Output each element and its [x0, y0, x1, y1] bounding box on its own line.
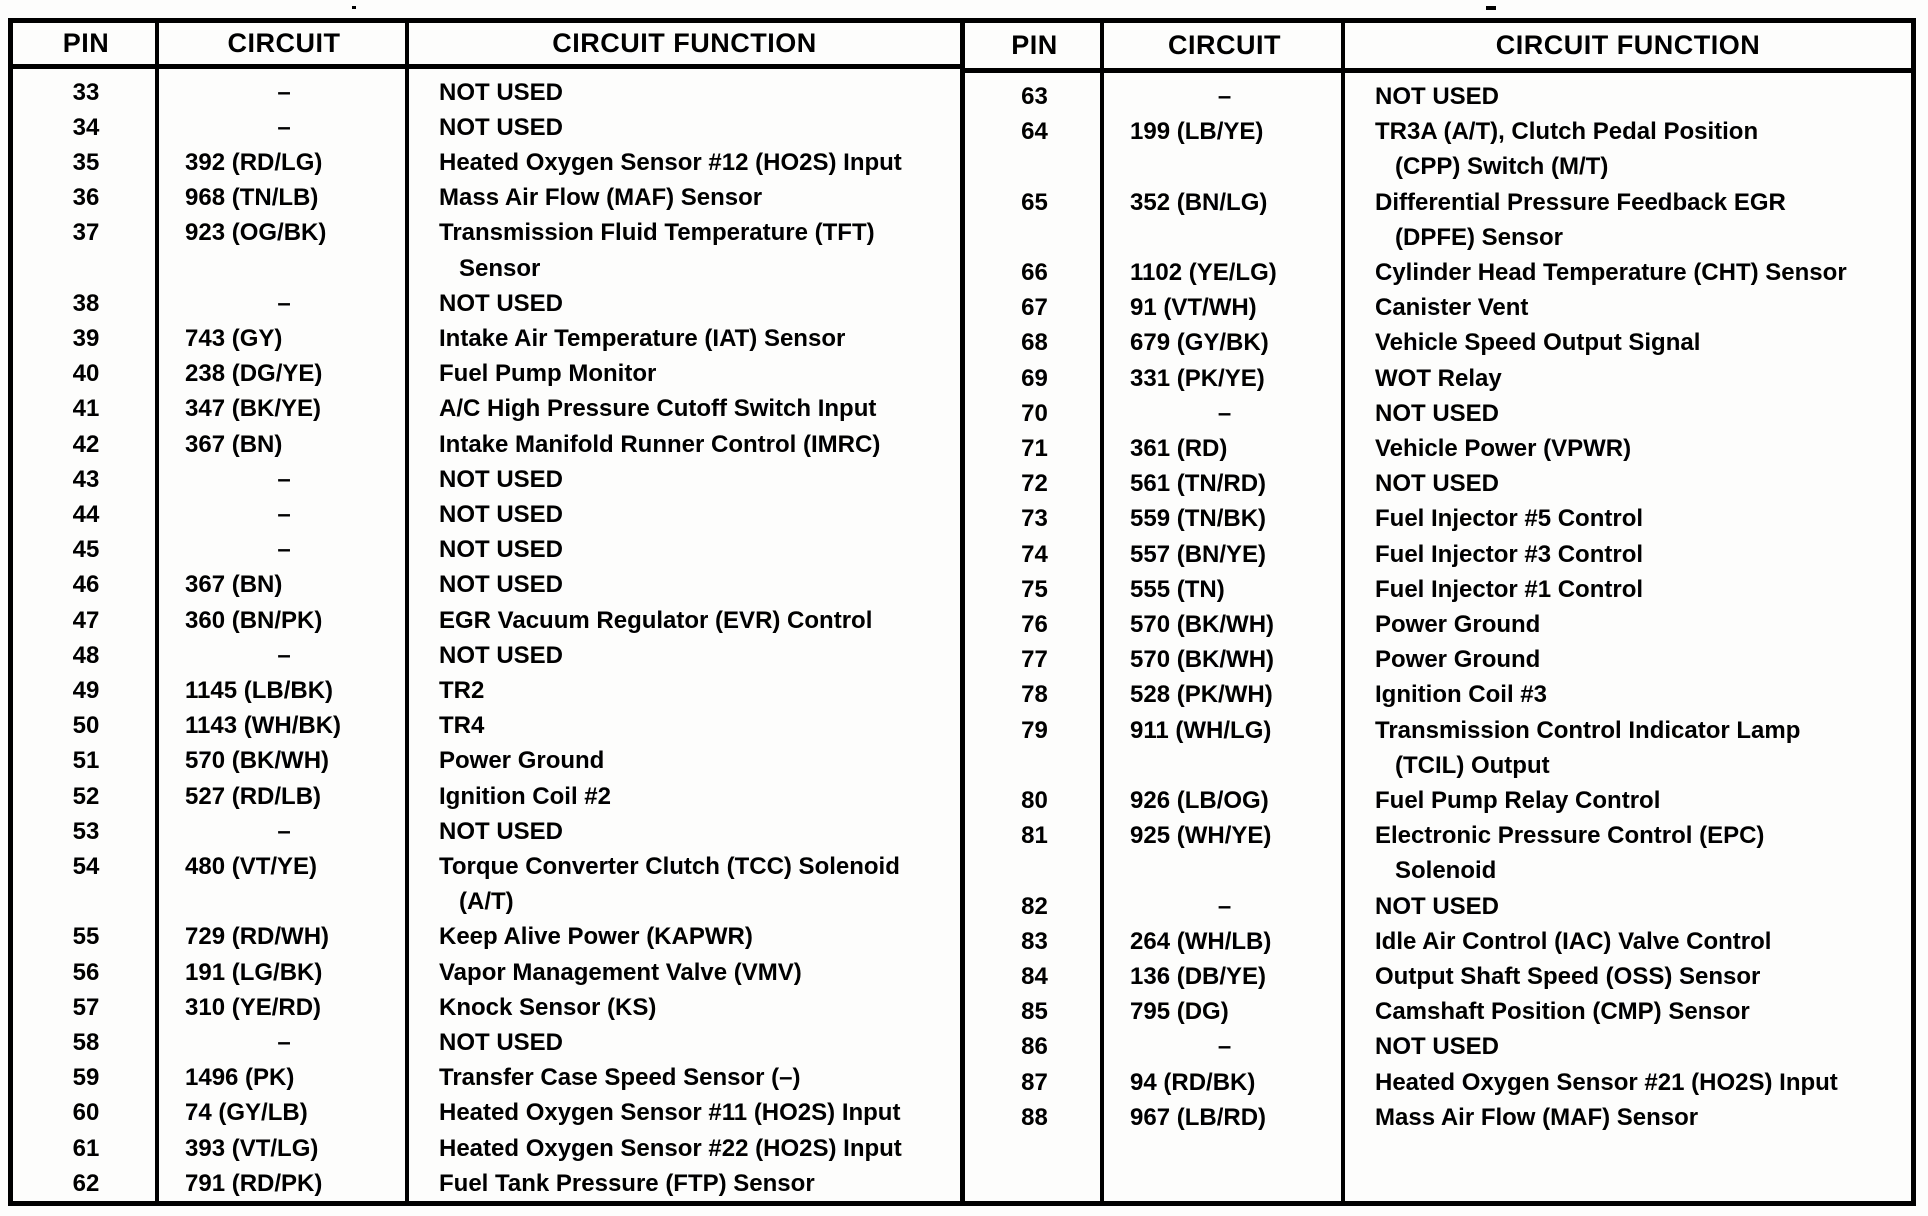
pin-cell: 78 [1021, 681, 1048, 709]
function-line: Sensor [459, 254, 541, 282]
table-row [965, 607, 1911, 642]
function-line: NOT USED [1375, 470, 1500, 498]
circuit-cell: 570 (BK/WH) [1130, 611, 1275, 639]
function-line: NOT USED [439, 1028, 564, 1056]
circuit-cell: – [277, 536, 291, 564]
function-line: Power Ground [439, 747, 605, 775]
circuit-cell: – [277, 78, 291, 106]
function-line: (A/T) [459, 888, 514, 916]
circuit-cell: 361 (RD) [1130, 435, 1228, 463]
circuit-cell: 367 (BN) [185, 430, 283, 458]
circuit-cell: 91 (VT/WH) [1130, 294, 1257, 322]
column-divider [405, 23, 409, 1201]
circuit-cell: – [1217, 399, 1232, 427]
function-line: NOT USED [1375, 892, 1500, 920]
function-line: NOT USED [439, 817, 564, 845]
pin-cell: 52 [72, 782, 100, 810]
function-line: Intake Air Temperature (IAT) Sensor [439, 324, 846, 352]
pin-cell: 85 [1021, 998, 1048, 1026]
table-row [965, 818, 1911, 888]
function-line: Intake Manifold Runner Control (IMRC) [439, 430, 881, 458]
pin-cell: 50 [72, 712, 100, 740]
function-cell [409, 919, 960, 954]
function-cell [1345, 396, 1911, 431]
circuit-cell: 559 (TN/BK) [1130, 505, 1267, 533]
column-header-circuit: CIRCUIT [1168, 30, 1281, 60]
function-line: Fuel Tank Pressure (FTP) Sensor [439, 1169, 815, 1197]
function-cell [1345, 783, 1911, 818]
function-line: NOT USED [439, 465, 564, 493]
pin-cell: 53 [72, 817, 100, 845]
function-cell [1345, 1065, 1911, 1100]
column-header-pin: PIN [62, 27, 110, 58]
circuit-cell: – [1217, 892, 1232, 920]
function-cell [1345, 537, 1911, 572]
function-line: Vehicle Speed Output Signal [1375, 329, 1701, 357]
pin-cell: 63 [1021, 83, 1048, 110]
function-line: Keep Alive Power (KAPWR) [439, 923, 753, 951]
table-row [965, 783, 1911, 818]
function-line: EGR Vacuum Regulator (EVR) Control [439, 606, 873, 634]
circuit-cell: – [277, 465, 291, 493]
function-line: NOT USED [1375, 399, 1500, 427]
pin-cell: 45 [72, 536, 100, 564]
scan-speck [1486, 6, 1496, 10]
function-cell [1345, 1100, 1911, 1135]
pinout-tables-frame [8, 18, 1916, 1206]
pin-cell: 54 [72, 852, 100, 880]
circuit-cell: 527 (RD/LB) [185, 782, 322, 810]
table-row [965, 431, 1911, 466]
function-line: Heated Oxygen Sensor #11 (HO2S) Input [439, 1099, 901, 1127]
table-row [965, 255, 1911, 290]
column-header-function: CIRCUIT FUNCTION [552, 27, 817, 58]
column-header-pin: PIN [1011, 30, 1058, 60]
circuit-cell: 1102 (YE/LG) [1130, 259, 1277, 287]
function-line: Transmission Control Indicator Lamp [1375, 716, 1801, 744]
circuit-cell: 925 (WH/YE) [1130, 822, 1272, 850]
function-cell [409, 1025, 960, 1060]
function-cell [1345, 677, 1911, 712]
circuit-cell: – [1217, 1033, 1232, 1061]
circuit-cell: 310 (YE/RD) [185, 993, 322, 1021]
pin-cell: 79 [1021, 716, 1048, 744]
pin-cell: 84 [1021, 963, 1048, 991]
function-cell [1345, 431, 1911, 466]
function-cell [1345, 79, 1911, 114]
circuit-cell: 743 (GY) [185, 324, 283, 352]
function-line: NOT USED [1375, 83, 1500, 110]
pin-cell: 74 [1021, 540, 1048, 568]
circuit-cell: – [277, 817, 291, 845]
pin-cell: 67 [1021, 294, 1048, 322]
function-cell [409, 673, 960, 708]
table-row [965, 713, 1911, 783]
pin-cell: 35 [72, 148, 100, 176]
function-cell [409, 1060, 960, 1095]
pin-cell: 44 [72, 500, 100, 528]
function-cell [409, 427, 960, 462]
function-line: Mass Air Flow (MAF) Sensor [439, 184, 763, 212]
function-cell [409, 391, 960, 426]
function-line: TR4 [439, 712, 485, 740]
circuit-cell: 923 (OG/BK) [185, 219, 327, 247]
circuit-cell: 238 (DG/YE) [185, 360, 323, 388]
function-line: Heated Oxygen Sensor #22 (HO2S) Input [439, 1134, 902, 1162]
circuit-cell: 729 (RD/WH) [185, 923, 330, 951]
pin-cell: 86 [1021, 1033, 1048, 1061]
function-cell [409, 321, 960, 356]
pin-cell: 82 [1021, 892, 1048, 920]
circuit-cell: 191 (LG/BK) [185, 958, 323, 986]
table-row [965, 572, 1911, 607]
pin-cell: 56 [72, 958, 100, 986]
function-cell [409, 497, 960, 532]
table-row [965, 1100, 1911, 1135]
function-cell [409, 462, 960, 497]
circuit-cell: 911 (WH/LG) [1130, 716, 1272, 744]
pin-cell: 57 [72, 993, 100, 1021]
function-line: Power Ground [1375, 611, 1541, 639]
function-cell [409, 743, 960, 778]
function-line: Fuel Pump Monitor [439, 360, 657, 388]
pin-cell: 41 [72, 395, 100, 423]
function-line: Torque Converter Clutch (TCC) Solenoid [439, 852, 900, 880]
pin-cell: 36 [72, 184, 100, 212]
function-cell [409, 814, 960, 849]
function-cell [409, 779, 960, 814]
function-cell [1345, 325, 1911, 360]
table-row [965, 396, 1911, 431]
function-cell [409, 215, 960, 285]
function-cell [1345, 572, 1911, 607]
circuit-cell: 136 (DB/YE) [1130, 963, 1267, 991]
circuit-cell: 74 (GY/LB) [185, 1099, 308, 1127]
table-header [965, 23, 1911, 73]
function-cell [1345, 501, 1911, 536]
function-line: Electronic Pressure Control (EPC) [1375, 822, 1765, 850]
pin-cell: 58 [72, 1028, 100, 1056]
function-line: NOT USED [439, 536, 564, 564]
function-line: Ignition Coil #3 [1375, 681, 1547, 709]
table-row [965, 361, 1911, 396]
table-row [965, 325, 1911, 360]
table-row [965, 185, 1911, 255]
pin-cell: 62 [72, 1169, 100, 1197]
circuit-cell: 1143 (WH/BK) [185, 712, 342, 740]
function-line: Power Ground [1375, 646, 1541, 674]
circuit-cell: – [277, 500, 291, 528]
function-line: NOT USED [439, 289, 564, 317]
function-cell [1345, 185, 1911, 255]
function-line: Solenoid [1395, 857, 1497, 885]
pin-cell: 68 [1021, 329, 1048, 357]
pin-cell: 80 [1021, 787, 1048, 815]
table-row [965, 677, 1911, 712]
function-line: Canister Vent [1375, 294, 1529, 322]
circuit-cell: 570 (BK/WH) [185, 747, 330, 775]
circuit-cell: 528 (PK/WH) [1130, 681, 1273, 709]
function-cell [409, 75, 960, 110]
table-row [965, 79, 1911, 114]
pin-cell: 88 [1021, 1103, 1048, 1131]
function-cell [1345, 642, 1911, 677]
function-cell [409, 708, 960, 743]
function-line: TR2 [439, 676, 485, 704]
pin-cell: 38 [72, 289, 100, 317]
function-line: Differential Pressure Feedback EGR [1375, 188, 1786, 216]
circuit-cell: 264 (WH/LB) [1130, 927, 1272, 955]
function-cell [409, 180, 960, 215]
function-line: Output Shaft Speed (OSS) Sensor [1375, 963, 1761, 991]
function-line: Heated Oxygen Sensor #21 (HO2S) Input [1375, 1068, 1838, 1096]
pin-cell: 76 [1021, 611, 1048, 639]
function-line: Transfer Case Speed Sensor (–) [439, 1064, 801, 1092]
circuit-cell: 94 (RD/BK) [1130, 1068, 1256, 1096]
pin-cell: 39 [72, 324, 100, 352]
circuit-cell: 392 (RD/LG) [185, 148, 323, 176]
pin-cell: 72 [1021, 470, 1048, 498]
function-cell [1345, 818, 1911, 888]
circuit-cell: 557 (BN/YE) [1130, 540, 1267, 568]
pin-cell: 40 [72, 360, 100, 388]
table-row [965, 994, 1911, 1029]
function-line: Cylinder Head Temperature (CHT) Sensor [1375, 259, 1847, 287]
function-cell [1345, 466, 1911, 501]
circuit-cell: 352 (BN/LG) [1130, 188, 1268, 216]
function-line: NOT USED [439, 641, 564, 669]
pin-cell: 66 [1021, 259, 1048, 287]
function-cell [409, 603, 960, 638]
function-cell [1345, 994, 1911, 1029]
table-row [965, 114, 1911, 184]
function-line: TR3A (A/T), Clutch Pedal Position [1375, 118, 1759, 146]
pin-cell: 83 [1021, 927, 1048, 955]
pin-cell: 46 [72, 571, 100, 599]
function-line: Camshaft Position (CMP) Sensor [1375, 998, 1750, 1026]
table-row [965, 924, 1911, 959]
function-line: Vapor Management Valve (VMV) [439, 958, 802, 986]
pinout-table-left [13, 23, 960, 1201]
pin-cell: 51 [72, 747, 100, 775]
circuit-cell: – [277, 1028, 291, 1056]
circuit-cell: 1496 (PK) [185, 1064, 295, 1092]
circuit-cell: 555 (TN) [1130, 575, 1225, 603]
column-header-function: CIRCUIT FUNCTION [1495, 30, 1761, 60]
function-line: NOT USED [439, 500, 564, 528]
pin-cell: 48 [72, 641, 100, 669]
pin-cell: 70 [1021, 399, 1048, 427]
function-line: Idle Air Control (IAC) Valve Control [1375, 927, 1772, 955]
table-row [965, 889, 1911, 924]
function-cell [409, 1095, 960, 1130]
circuit-cell: 967 (LB/RD) [1130, 1103, 1267, 1131]
function-line: Fuel Pump Relay Control [1375, 787, 1661, 815]
function-line: (TCIL) Output [1395, 751, 1550, 779]
function-cell [1345, 607, 1911, 642]
circuit-cell: 795 (DG) [1130, 998, 1229, 1026]
function-line: Transmission Fluid Temperature (TFT) [439, 219, 875, 247]
table-row [965, 1029, 1911, 1064]
function-line: Fuel Injector #5 Control [1375, 505, 1644, 533]
circuit-cell: 791 (RD/PK) [185, 1169, 323, 1197]
column-header-circuit: CIRCUIT [227, 27, 341, 58]
table-row [965, 642, 1911, 677]
function-cell [409, 1166, 960, 1201]
function-line: Fuel Injector #1 Control [1375, 575, 1644, 603]
function-cell [1345, 1029, 1911, 1064]
function-line: Ignition Coil #2 [439, 782, 611, 810]
function-cell [1345, 114, 1911, 184]
pin-cell: 77 [1021, 646, 1048, 674]
circuit-cell: – [277, 113, 291, 141]
pin-cell: 34 [72, 113, 100, 141]
table-row [965, 466, 1911, 501]
circuit-cell: 926 (LB/OG) [1130, 787, 1269, 815]
function-cell [1345, 924, 1911, 959]
function-line: NOT USED [1375, 1033, 1500, 1061]
table-row [965, 537, 1911, 572]
function-line: Heated Oxygen Sensor #12 (HO2S) Input [439, 148, 902, 176]
function-cell [409, 145, 960, 180]
function-line: Mass Air Flow (MAF) Sensor [1375, 1103, 1699, 1131]
circuit-cell: 360 (BN/PK) [185, 606, 323, 634]
circuit-cell: 480 (VT/YE) [185, 852, 318, 880]
pin-cell: 87 [1021, 1068, 1048, 1096]
function-cell [1345, 889, 1911, 924]
function-line: Knock Sensor (KS) [439, 993, 657, 1021]
circuit-cell: – [1217, 83, 1232, 110]
circuit-cell: 393 (VT/LG) [185, 1134, 319, 1162]
scan-speck [352, 6, 356, 9]
column-divider [155, 23, 159, 1201]
circuit-cell: – [277, 641, 291, 669]
function-cell [1345, 255, 1911, 290]
function-cell [1345, 361, 1911, 396]
circuit-cell: 367 (BN) [185, 571, 283, 599]
circuit-cell: 968 (TN/LB) [185, 184, 319, 212]
pin-cell: 81 [1021, 822, 1048, 850]
table-row [965, 1065, 1911, 1100]
pin-cell: 75 [1021, 575, 1048, 603]
pinout-table-right [960, 23, 1911, 1201]
function-cell [409, 1131, 960, 1166]
pin-cell: 42 [72, 430, 100, 458]
circuit-cell: 199 (LB/YE) [1130, 118, 1264, 146]
pin-cell: 49 [72, 676, 100, 704]
table-row [965, 501, 1911, 536]
function-line: NOT USED [439, 78, 564, 106]
column-divider [1100, 23, 1104, 1201]
function-line: Fuel Injector #3 Control [1375, 540, 1644, 568]
function-cell [409, 356, 960, 391]
function-line: (CPP) Switch (M/T) [1395, 153, 1609, 181]
circuit-cell: 331 (PK/YE) [1130, 364, 1265, 392]
function-line: (DPFE) Sensor [1395, 223, 1564, 251]
function-cell [409, 990, 960, 1025]
function-line: WOT Relay [1375, 364, 1502, 392]
pin-cell: 65 [1021, 188, 1048, 216]
function-cell [409, 110, 960, 145]
column-divider [1341, 23, 1345, 1201]
circuit-cell: 561 (TN/RD) [1130, 470, 1267, 498]
function-line: Vehicle Power (VPWR) [1375, 435, 1632, 463]
function-line: NOT USED [439, 571, 564, 599]
function-cell [409, 532, 960, 567]
circuit-cell: 1145 (LB/BK) [185, 676, 334, 704]
circuit-cell: 570 (BK/WH) [1130, 646, 1275, 674]
table-body [965, 73, 1911, 1201]
pin-cell: 61 [72, 1134, 100, 1162]
function-cell [409, 286, 960, 321]
circuit-cell: 347 (BK/YE) [185, 395, 322, 423]
function-cell [409, 955, 960, 990]
function-line: NOT USED [439, 113, 564, 141]
pin-cell: 60 [72, 1099, 100, 1127]
pin-cell: 71 [1021, 435, 1048, 463]
function-cell [409, 638, 960, 673]
pin-cell: 69 [1021, 364, 1048, 392]
function-cell [1345, 959, 1911, 994]
function-cell [409, 849, 960, 919]
pin-cell: 73 [1021, 505, 1048, 533]
pin-cell: 43 [72, 465, 100, 493]
pin-cell: 47 [72, 606, 100, 634]
table-row [965, 959, 1911, 994]
circuit-cell: 679 (GY/BK) [1130, 329, 1269, 357]
circuit-cell: – [277, 289, 291, 317]
pin-cell: 59 [72, 1064, 100, 1092]
function-cell [409, 567, 960, 602]
table-row [965, 290, 1911, 325]
function-line: A/C High Pressure Cutoff Switch Input [439, 395, 877, 423]
pin-cell: 64 [1021, 118, 1048, 146]
function-cell [1345, 713, 1911, 783]
pin-cell: 33 [72, 78, 100, 106]
function-cell [1345, 290, 1911, 325]
pin-cell: 37 [72, 219, 100, 247]
pin-cell: 55 [72, 923, 100, 951]
